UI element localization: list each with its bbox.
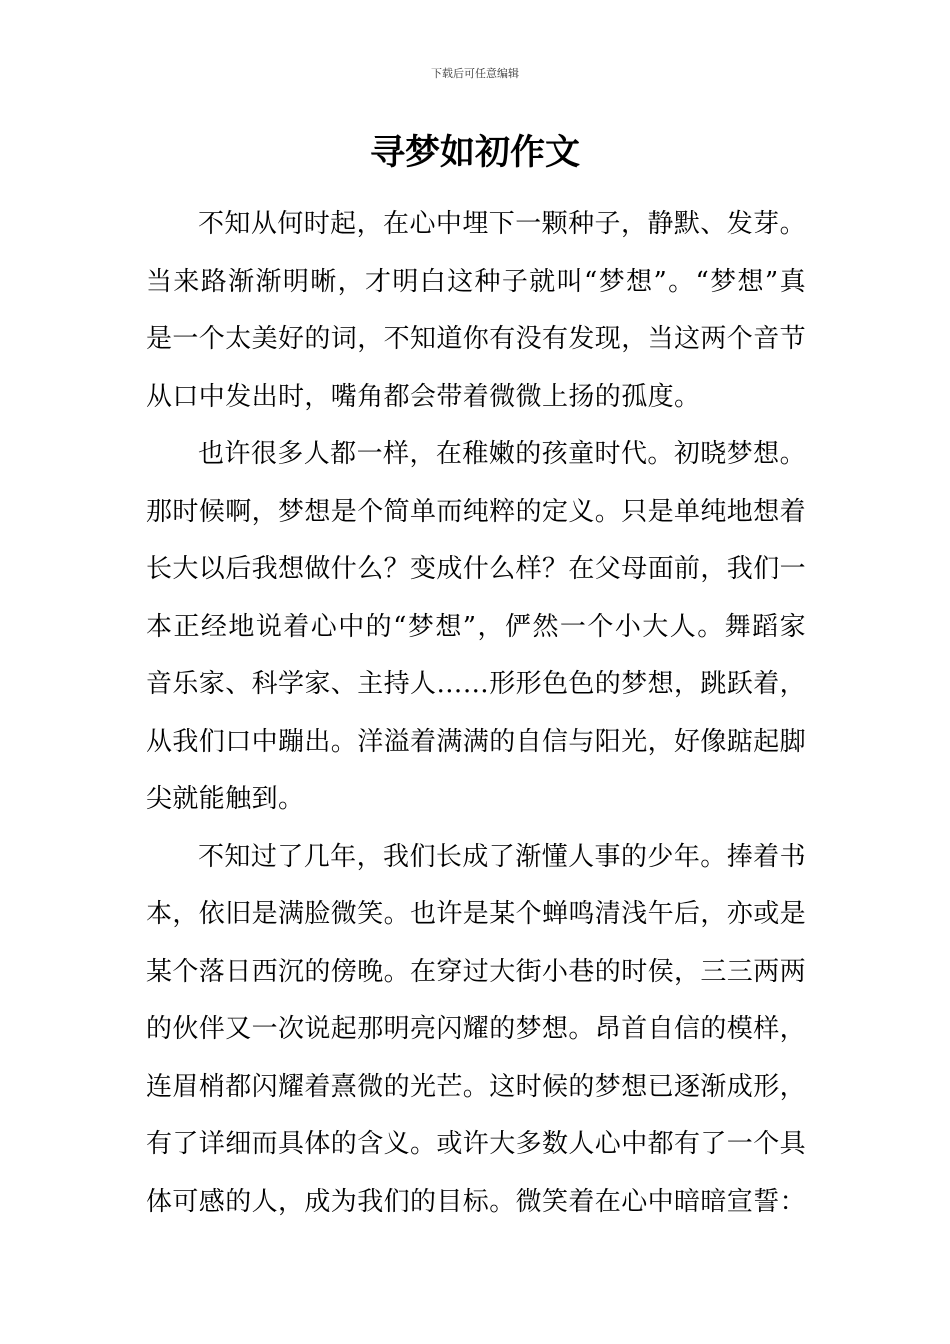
page-header-note: 下载后可任意编辑 [431,67,519,80]
document-title: 寻梦如初作文 [369,133,580,173]
document-body [146,196,806,1231]
paragraph-2: 也许很多人都一样，在稚嫩的孩童时代。初晓梦想。那时候啊，梦想是个简单而纯粹的定义。只是单纯地想着长大以后我想做什么？变成什么样？在父母面前，我们一本正经地说着心中的“梦想”，俨然一个小大人。舞蹈家音乐家、科学家、主持人……形形色色的梦想，跳跃着，从我们口中蹦出。洋溢着满满的自信与阳光，好像踮起脚尖就能触到。 [146,439,807,814]
paragraph-1: 不知从何时起，在心中埋下一颗种子，静默、发芽。当来路渐渐明晰，才明白这种子就叫“梦想”。“梦想”真是一个太美好的词，不知道你有没有发现，当这两个音节从口中发出时，嘴角都会带着微微上扬的孤度。 [146,209,807,412]
paragraph-3: 不知过了几年，我们长成了渐懂人事的少年。捧着书本，依旧是满脸微笑。也许是某个蝉鸣清浅午后，亦或是某个落日西沉的傍晚。在穿过大街小巷的时侯，三三两两的伙伴又一次说起那明亮闪耀的梦想。昂首自信的模样，连眉梢都闪耀着熹微的光芒。这时候的梦想已逐渐成形，有了详细而具体的含义。或许大多数人心中都有了一个具体可感的人，成为我们的目标。微笑着在心中暗暗宣誓： [146,841,807,1217]
